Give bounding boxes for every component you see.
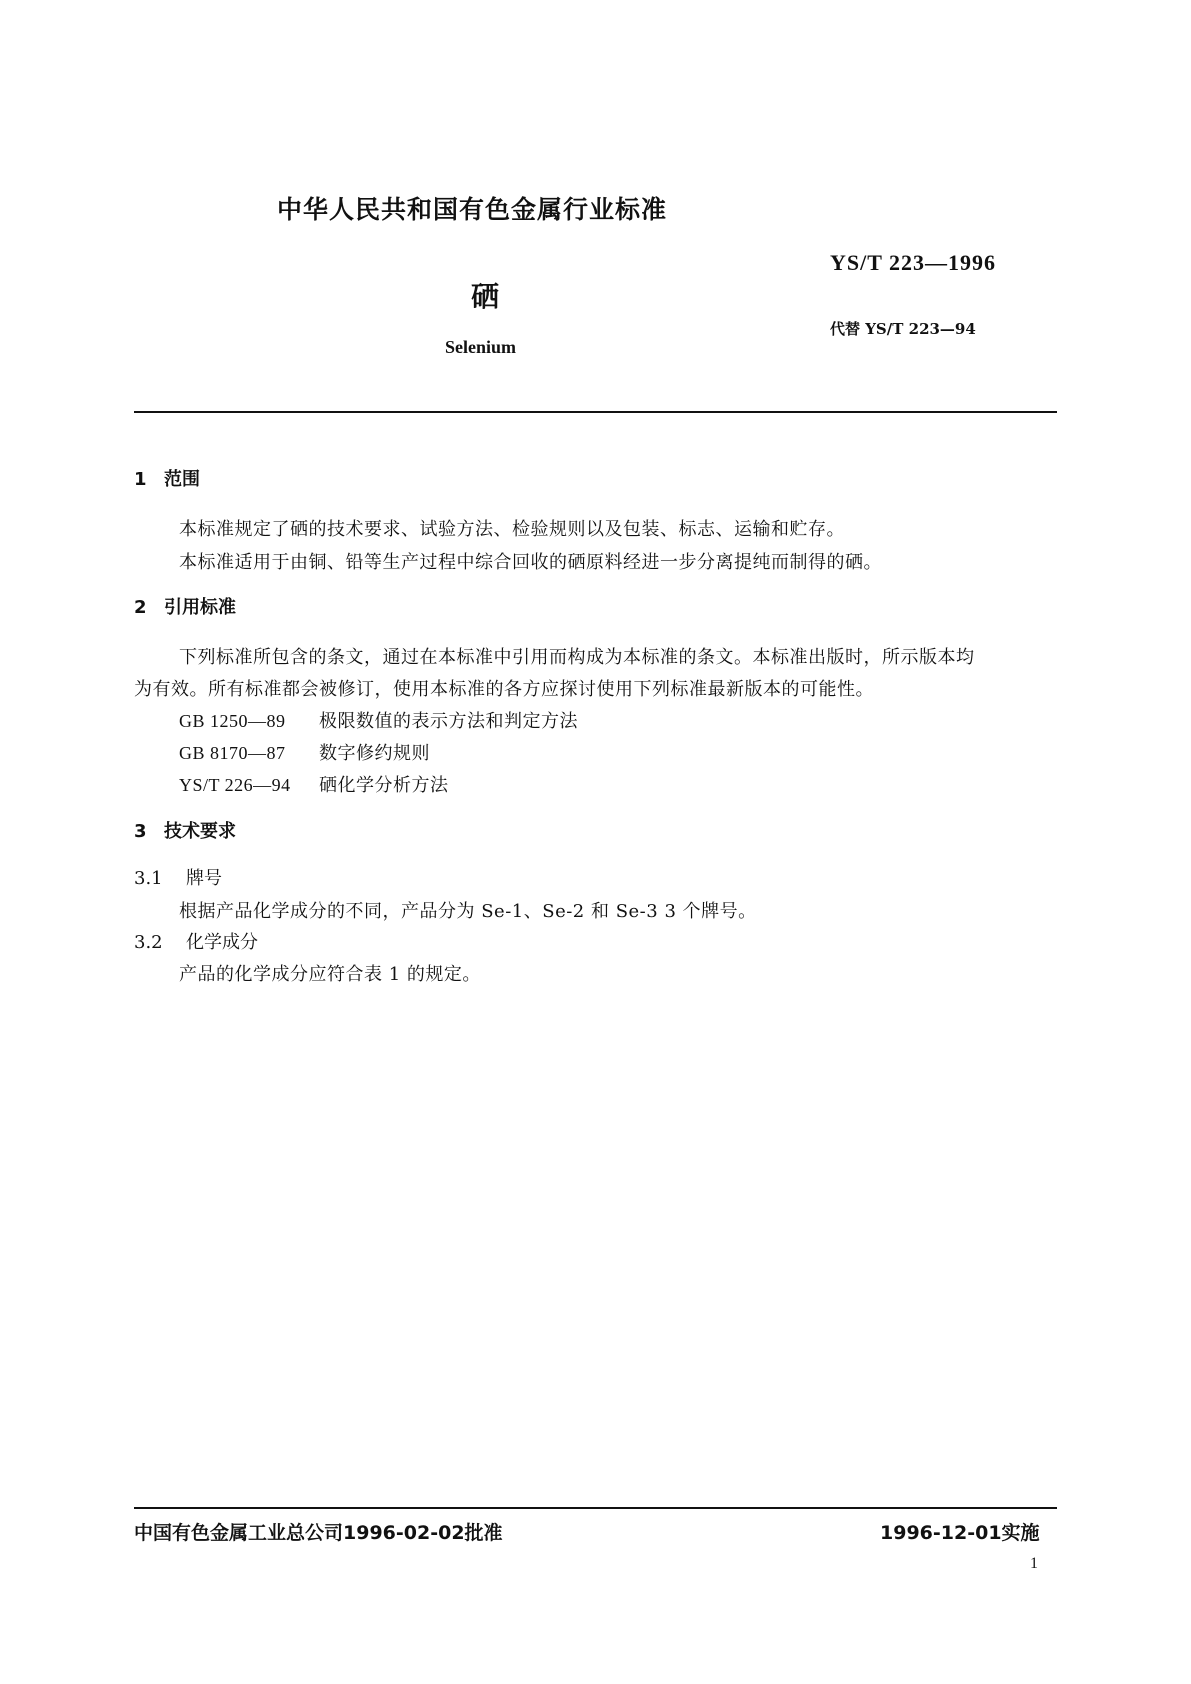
section-title: 引用标准 (164, 597, 236, 618)
replaces-note: 代替 YS/T 223—94 (830, 320, 976, 338)
section-title: 范围 (164, 469, 200, 490)
subsection-number: 3.1 (134, 868, 163, 889)
section-number: 1 (134, 469, 147, 490)
standard-code: YS/T 223—1996 (830, 250, 997, 275)
header-divider (134, 411, 1057, 413)
section-1-paragraph-1: 本标准规定了硒的技术要求、试验方法、检验规则以及包装、标志、运输和贮存。 (179, 519, 845, 540)
section-2-heading (134, 593, 236, 619)
subsection-title: 化学成分 (186, 932, 258, 953)
reference-item (179, 771, 449, 797)
section-1-heading (134, 465, 200, 491)
subsection-3-1-text: 根据产品化学成分的不同，产品分为 Se-1、Se-2 和 Se-3 3 个牌号。 (179, 901, 757, 922)
standard-series-title: 中华人民共和国有色金属行业标准 (277, 195, 668, 224)
section-title: 技术要求 (164, 821, 236, 842)
section-2-paragraph-line-1: 下列标准所包含的条文，通过在本标准中引用而构成为本标准的条文。本标准出版时，所示版本均 (179, 647, 975, 668)
section-number: 2 (134, 597, 147, 618)
subsection-3-2-text: 产品的化学成分应符合表 1 的规定。 (179, 964, 481, 985)
subsection-title: 牌号 (186, 868, 222, 889)
reference-title: 数字修约规则 (319, 743, 430, 764)
subsection-number: 3.2 (134, 932, 163, 953)
effective-date: 1996-12-01实施 (880, 1522, 1040, 1544)
document-subtitle: Selenium (445, 337, 517, 357)
reference-title: 极限数值的表示方法和判定方法 (319, 711, 578, 732)
subsection-3-1-heading (134, 864, 222, 890)
footer-divider (134, 1507, 1057, 1509)
reference-code: GB 1250—89 (179, 711, 286, 731)
reference-code: GB 8170—87 (179, 743, 286, 763)
section-number: 3 (134, 821, 147, 842)
section-2-paragraph-line-2: 为有效。所有标准都会被修订，使用本标准的各方应探讨使用下列标准最新版本的可能性。 (134, 679, 874, 700)
section-3-heading (134, 817, 236, 843)
page-number: 1 (1030, 1555, 1038, 1572)
reference-item (179, 707, 578, 733)
reference-code: YS/T 226—94 (179, 775, 291, 795)
document-title: 硒 (471, 280, 500, 313)
reference-item (179, 739, 430, 765)
subsection-3-2-heading (134, 928, 258, 954)
approval-line: 中国有色金属工业总公司1996-02-02批准 (134, 1522, 503, 1544)
section-1-paragraph-2: 本标准适用于由铜、铅等生产过程中综合回收的硒原料经进一步分离提纯而制得的硒。 (179, 552, 882, 573)
reference-title: 硒化学分析方法 (319, 775, 449, 796)
